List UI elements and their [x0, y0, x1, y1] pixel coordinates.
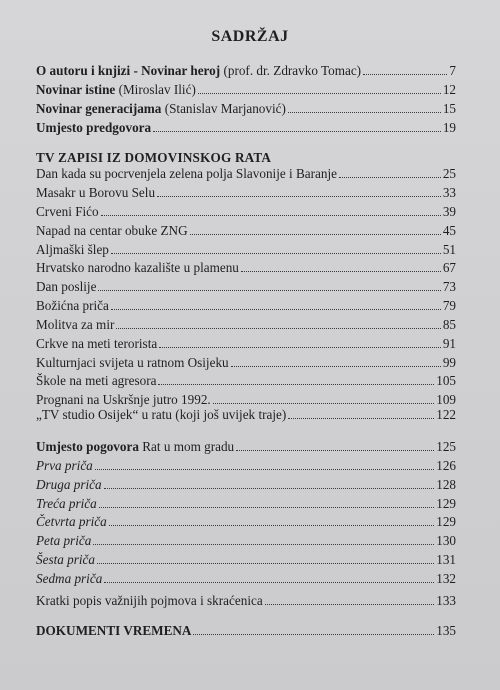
- toc-entry: [36, 314, 456, 332]
- entry-title: „TV studio Osijek“ u ratu (koji još uvijek traje): [36, 407, 287, 422]
- page-number: 129: [436, 496, 456, 511]
- dot-leader: [101, 214, 441, 216]
- entry-title: Crveni Fićo: [36, 204, 99, 219]
- toc-entry: [36, 60, 456, 78]
- toc-entry: [36, 201, 456, 219]
- entry-title: Hrvatsko narodno kazalište u plamenu: [36, 260, 239, 275]
- entry-title: Novinar istine: [36, 82, 116, 97]
- dot-leader: [153, 130, 441, 132]
- toc-entry: [36, 455, 456, 473]
- toc-entry: [36, 239, 456, 257]
- entry-title: Kulturnjaci svijeta u ratnom Osijeku: [36, 355, 229, 370]
- page-number: 15: [442, 101, 456, 116]
- dot-leader: [265, 603, 435, 605]
- entry-title: Molitva za mir: [36, 317, 115, 332]
- entry-title: Dan poslije: [36, 279, 97, 294]
- toc-entry: [36, 257, 456, 275]
- page-title: SADRŽAJ: [211, 28, 289, 45]
- toc-entry: [36, 117, 456, 135]
- page-number: 129: [436, 514, 456, 529]
- entry-title: Škole na meti agresora: [36, 373, 157, 388]
- page-number: 25: [442, 166, 456, 181]
- page-number: 105: [436, 373, 456, 388]
- dot-leader: [193, 633, 434, 635]
- toc-entry: [36, 493, 456, 511]
- entry-title: Kratki popis važnijih pojmova i skraćenica: [36, 593, 263, 608]
- page-number: 85: [442, 317, 456, 332]
- page-number: 7: [449, 63, 456, 78]
- section-heading: TV ZAPISI IZ DOMOVINSKOG RATA: [36, 150, 272, 165]
- entry-title: Umjesto pogovora: [36, 439, 139, 454]
- page-number: 130: [436, 533, 456, 548]
- entry-subtitle: Rat u mom gradu: [138, 439, 235, 454]
- entry-title: Dan kada su pocrvenjela zelena polja Slavonije i Baranje: [36, 166, 337, 181]
- dot-leader: [198, 92, 441, 94]
- dot-leader: [97, 562, 434, 564]
- toc-entry: [36, 568, 456, 586]
- toc-entry: [36, 404, 456, 422]
- dot-leader: [99, 506, 435, 508]
- toc-entry: [36, 333, 456, 351]
- toc-entry: [36, 79, 456, 97]
- dot-leader: [158, 383, 434, 385]
- toc-entry: [36, 620, 456, 638]
- toc-entry: [36, 276, 456, 294]
- toc-entry: [36, 295, 456, 313]
- entry-title: Šesta priča: [36, 552, 95, 567]
- page-number: 33: [442, 185, 456, 200]
- entry-title: Božićna priča: [36, 298, 109, 313]
- entry-title: Druga priča: [36, 477, 102, 492]
- toc-entry: [36, 590, 456, 608]
- page-number: 131: [436, 552, 456, 567]
- dot-leader: [363, 73, 447, 75]
- dot-leader: [241, 270, 441, 272]
- dot-leader: [109, 524, 435, 526]
- toc-entry: [36, 352, 456, 370]
- dot-leader: [339, 176, 441, 178]
- page-number: 19: [442, 120, 456, 135]
- dot-leader: [111, 252, 441, 254]
- toc-entry: [36, 182, 456, 200]
- page-number: 91: [442, 336, 456, 351]
- page-number: 39: [442, 204, 456, 219]
- dot-leader: [288, 417, 434, 419]
- page-number: 132: [436, 571, 456, 586]
- entry-author: (prof. dr. Zdravko Tomac): [220, 63, 362, 78]
- entry-title: Umjesto predgovora: [36, 120, 152, 135]
- page-number: 133: [436, 593, 456, 608]
- page-number: 45: [442, 223, 456, 238]
- toc-entry: [36, 474, 456, 492]
- page-number: 122: [436, 407, 456, 422]
- page-number: 126: [436, 458, 456, 473]
- entry-title: Crkve na meti terorista: [36, 336, 158, 351]
- entry-title: Aljmaški šlep: [36, 242, 109, 257]
- entry-title: DOKUMENTI VREMENA: [36, 623, 192, 638]
- toc-entry: [36, 163, 456, 181]
- dot-leader: [104, 581, 434, 583]
- page-number: 67: [442, 260, 456, 275]
- entry-author: (Miroslav Ilić): [115, 82, 196, 97]
- dot-leader: [157, 195, 441, 197]
- toc-entry: [36, 220, 456, 238]
- dot-leader: [104, 487, 435, 489]
- dot-leader: [159, 346, 441, 348]
- dot-leader: [111, 308, 441, 310]
- dot-leader: [98, 289, 440, 291]
- entry-title: Prognani na Uskršnje jutro 1992.: [36, 392, 211, 407]
- entry-title: Novinar generacijama: [36, 101, 162, 116]
- page-number: 128: [436, 477, 456, 492]
- toc-entry: [36, 436, 456, 454]
- dot-leader: [190, 233, 441, 235]
- page-number: 51: [442, 242, 456, 257]
- entry-title: Treća priča: [36, 496, 97, 511]
- dot-leader: [116, 327, 440, 329]
- entry-title: Sedma priča: [36, 571, 103, 586]
- dot-leader: [93, 543, 434, 545]
- page-number: 99: [442, 355, 456, 370]
- entry-title: Napad na centar obuke ZNG: [36, 223, 188, 238]
- page-number: 73: [442, 279, 456, 294]
- toc-entry: [36, 98, 456, 116]
- page-number: 12: [442, 82, 456, 97]
- page-number: 135: [436, 623, 456, 638]
- entry-author: (Stanislav Marjanović): [161, 101, 286, 116]
- toc-entry: [36, 549, 456, 567]
- entry-title: Četvrta priča: [36, 514, 107, 529]
- entry-title: Masakr u Borovu Selu: [36, 185, 156, 200]
- toc-entry: [36, 530, 456, 548]
- toc-entry: [36, 511, 456, 529]
- entry-title: Peta priča: [36, 533, 92, 548]
- entry-title: O autoru i knjizi - Novinar heroj: [36, 63, 221, 78]
- page-number: 109: [436, 392, 456, 407]
- entry-title: Prva priča: [36, 458, 93, 473]
- dot-leader: [95, 468, 434, 470]
- dot-leader: [288, 111, 441, 113]
- dot-leader: [236, 449, 434, 451]
- page-number: 79: [442, 298, 456, 313]
- dot-leader: [231, 365, 441, 367]
- page-number: 125: [436, 439, 456, 454]
- toc-entry: [36, 370, 456, 388]
